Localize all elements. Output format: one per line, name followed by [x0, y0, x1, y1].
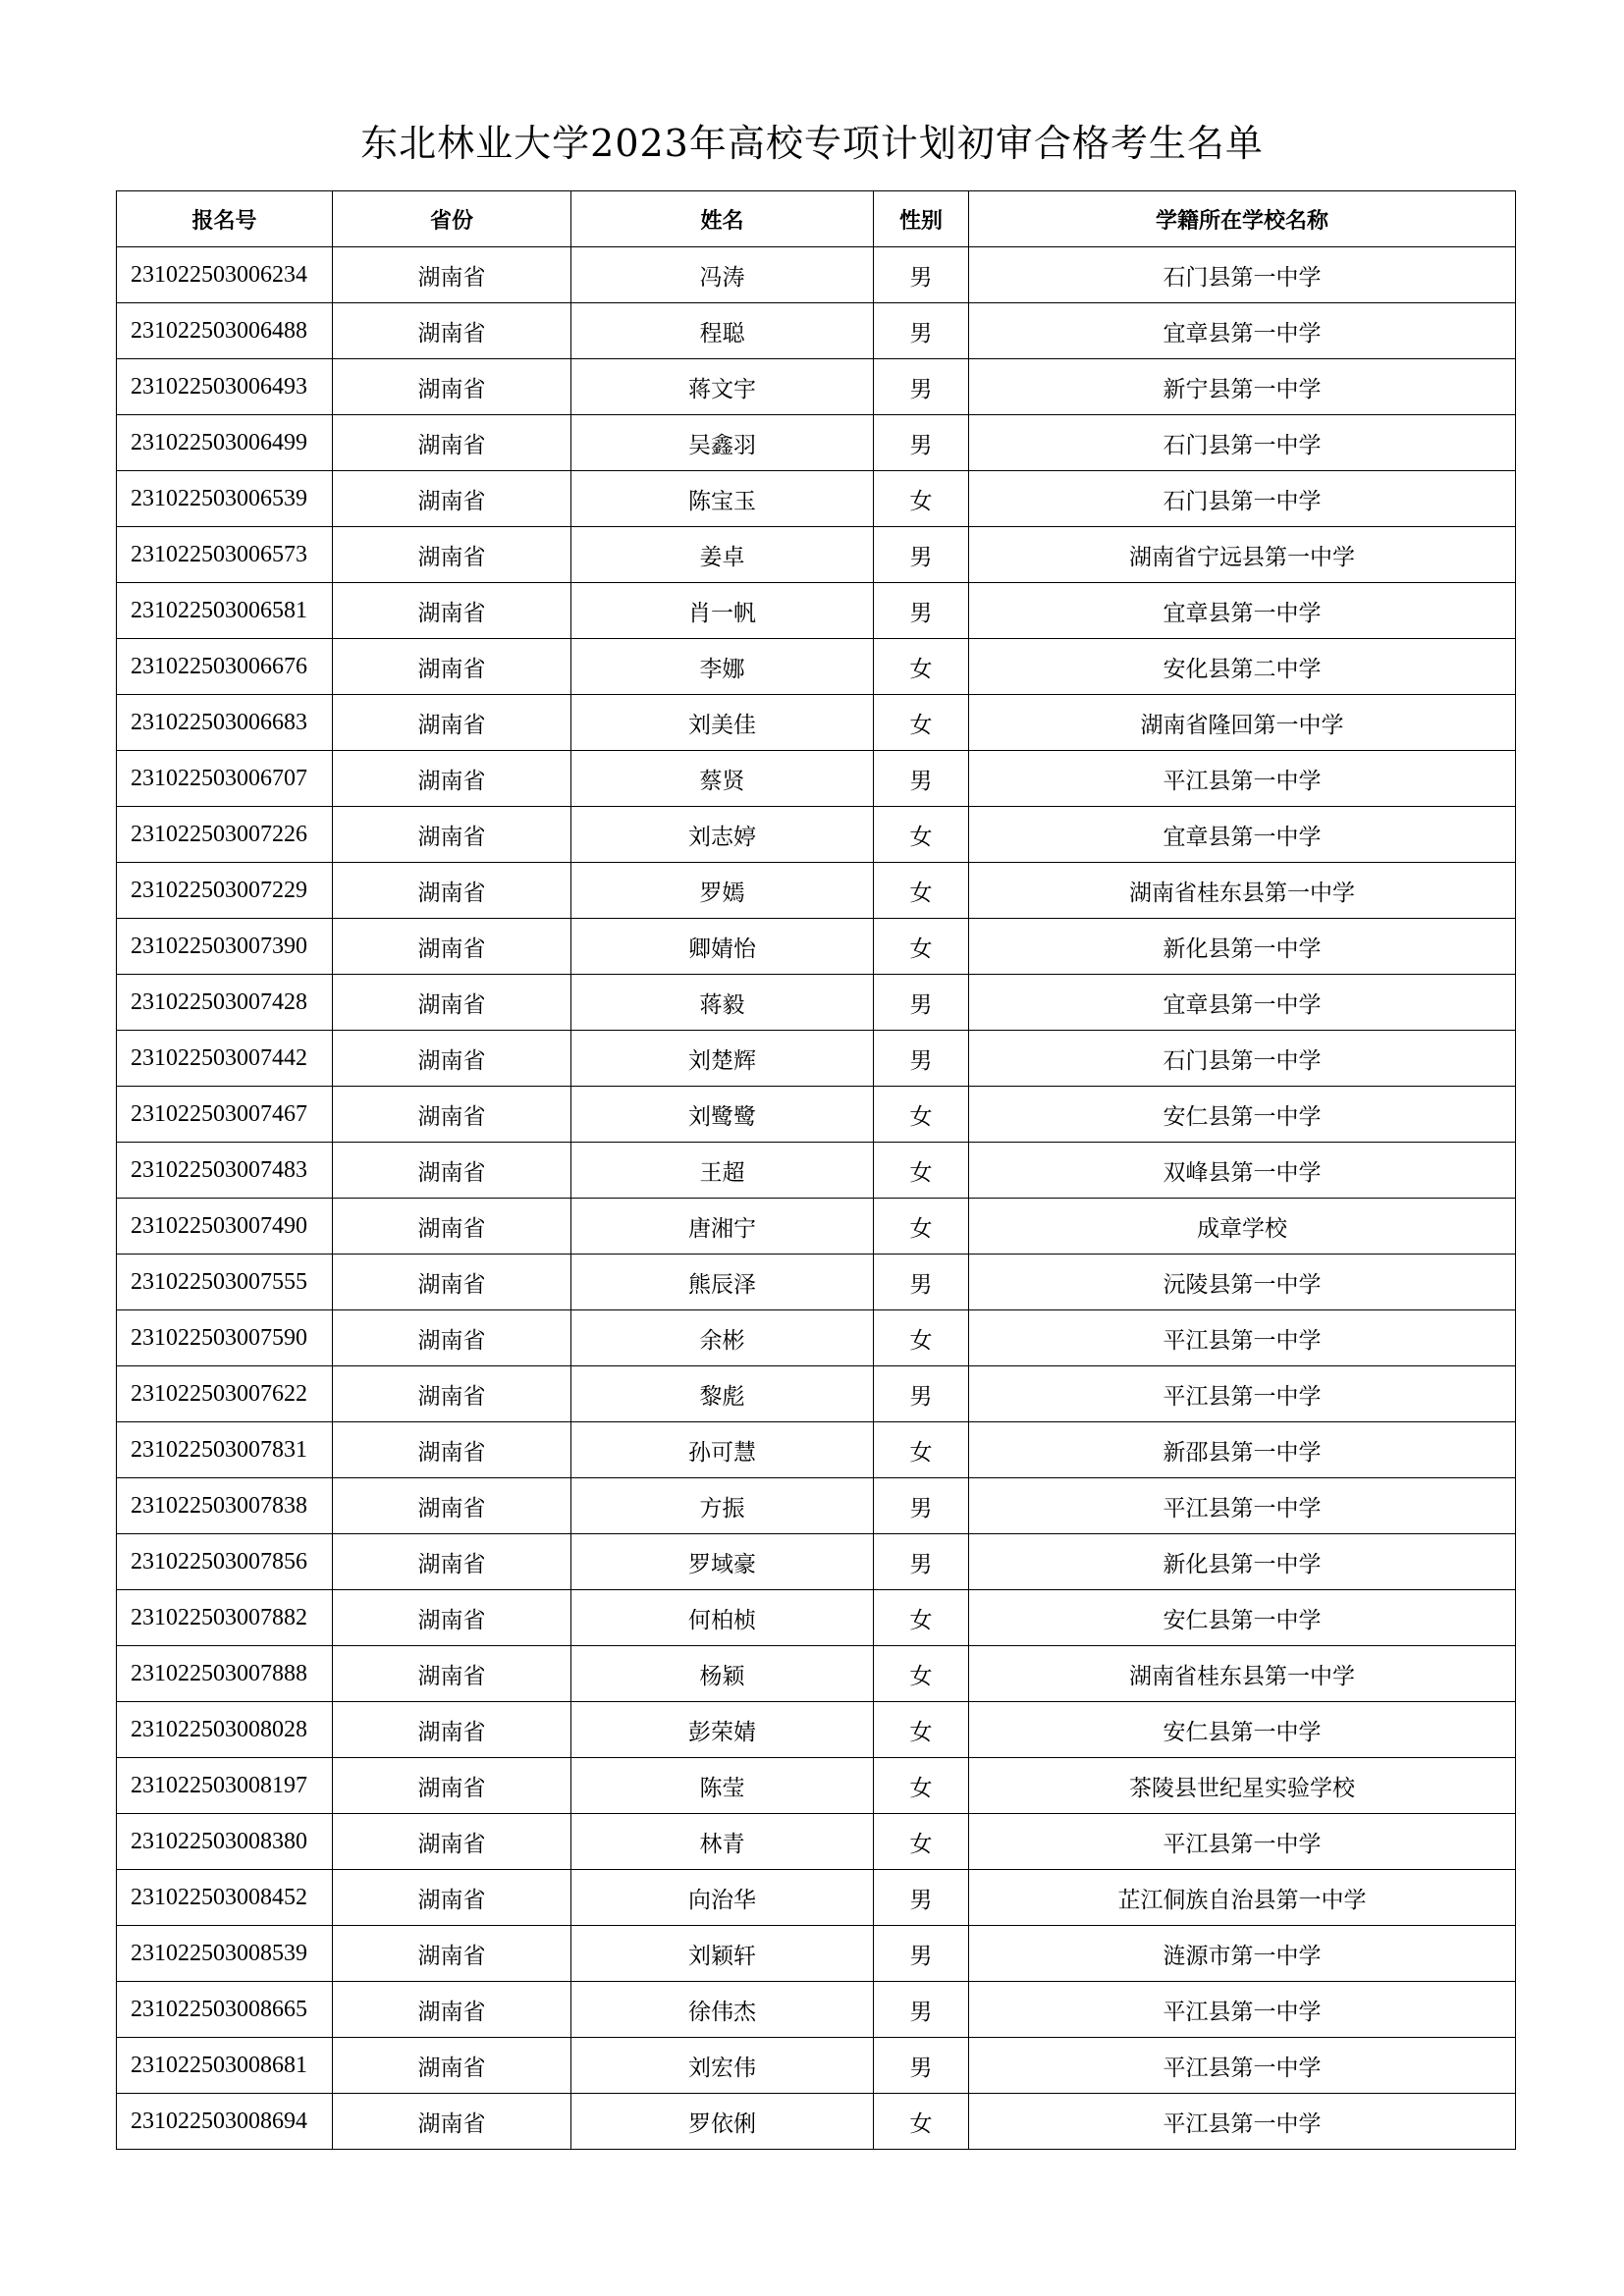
- cell-province: 湖南省: [333, 1590, 571, 1646]
- table-row: [117, 751, 1516, 807]
- cell-registration-number: 231022503008539: [117, 1926, 333, 1982]
- cell-registration-number: 231022503008694: [117, 2094, 333, 2150]
- cell-name: 林青: [571, 1814, 874, 1870]
- table-row: [117, 1982, 1516, 2038]
- table-header: [117, 191, 1516, 247]
- cell-registration-number: 231022503006581: [117, 583, 333, 639]
- table-row: [117, 1758, 1516, 1814]
- cell-registration-number: 231022503008681: [117, 2038, 333, 2094]
- cell-province: 湖南省: [333, 471, 571, 527]
- cell-registration-number: 231022503007831: [117, 1422, 333, 1478]
- cell-school-name: 沅陵县第一中学: [969, 1255, 1516, 1310]
- cell-name: 刘楚辉: [571, 1031, 874, 1087]
- cell-name: 余彬: [571, 1310, 874, 1366]
- candidate-table: [116, 190, 1516, 2150]
- cell-school-name: 石门县第一中学: [969, 471, 1516, 527]
- cell-school-name: 茶陵县世纪星实验学校: [969, 1758, 1516, 1814]
- cell-name: 罗嫣: [571, 863, 874, 919]
- cell-gender: 女: [874, 1199, 969, 1255]
- cell-school-name: 安仁县第一中学: [969, 1590, 1516, 1646]
- cell-name: 冯涛: [571, 247, 874, 303]
- cell-name: 肖一帆: [571, 583, 874, 639]
- table-row: [117, 1534, 1516, 1590]
- cell-province: 湖南省: [333, 1143, 571, 1199]
- cell-gender: 女: [874, 1087, 969, 1143]
- cell-school-name: 芷江侗族自治县第一中学: [969, 1870, 1516, 1926]
- cell-registration-number: 231022503008665: [117, 1982, 333, 2038]
- cell-province: 湖南省: [333, 1310, 571, 1366]
- cell-school-name: 石门县第一中学: [969, 415, 1516, 471]
- cell-school-name: 宜章县第一中学: [969, 583, 1516, 639]
- cell-name: 杨颖: [571, 1646, 874, 1702]
- cell-registration-number: 231022503007888: [117, 1646, 333, 1702]
- cell-registration-number: 231022503007622: [117, 1366, 333, 1422]
- cell-province: 湖南省: [333, 695, 571, 751]
- cell-province: 湖南省: [333, 807, 571, 863]
- cell-name: 徐伟杰: [571, 1982, 874, 2038]
- table-row: [117, 695, 1516, 751]
- cell-province: 湖南省: [333, 1870, 571, 1926]
- cell-gender: 男: [874, 527, 969, 583]
- table-row: [117, 471, 1516, 527]
- cell-province: 湖南省: [333, 1087, 571, 1143]
- cell-gender: 女: [874, 1814, 969, 1870]
- cell-school-name: 新宁县第一中学: [969, 359, 1516, 415]
- cell-province: 湖南省: [333, 1814, 571, 1870]
- cell-registration-number: 231022503008197: [117, 1758, 333, 1814]
- cell-school-name: 成章学校: [969, 1199, 1516, 1255]
- table-row: [117, 1366, 1516, 1422]
- cell-province: 湖南省: [333, 863, 571, 919]
- cell-school-name: 石门县第一中学: [969, 1031, 1516, 1087]
- cell-gender: 女: [874, 919, 969, 975]
- table-row: [117, 975, 1516, 1031]
- table-row: [117, 1646, 1516, 1702]
- cell-registration-number: 231022503006707: [117, 751, 333, 807]
- cell-name: 蔡贤: [571, 751, 874, 807]
- cell-province: 湖南省: [333, 1758, 571, 1814]
- cell-name: 刘美佳: [571, 695, 874, 751]
- cell-school-name: 湖南省桂东县第一中学: [969, 863, 1516, 919]
- header-gender: 性别: [874, 191, 969, 247]
- cell-school-name: 宜章县第一中学: [969, 975, 1516, 1031]
- cell-registration-number: 231022503006499: [117, 415, 333, 471]
- cell-name: 陈宝玉: [571, 471, 874, 527]
- cell-gender: 女: [874, 1758, 969, 1814]
- cell-province: 湖南省: [333, 2094, 571, 2150]
- table-row: [117, 1031, 1516, 1087]
- cell-name: 熊辰泽: [571, 1255, 874, 1310]
- cell-name: 蒋毅: [571, 975, 874, 1031]
- cell-province: 湖南省: [333, 415, 571, 471]
- cell-school-name: 湖南省隆回第一中学: [969, 695, 1516, 751]
- cell-name: 刘志婷: [571, 807, 874, 863]
- table-row: [117, 919, 1516, 975]
- cell-registration-number: 231022503006493: [117, 359, 333, 415]
- table-row: [117, 1422, 1516, 1478]
- table-row: [117, 807, 1516, 863]
- cell-province: 湖南省: [333, 1422, 571, 1478]
- cell-province: 湖南省: [333, 1702, 571, 1758]
- cell-registration-number: 231022503007490: [117, 1199, 333, 1255]
- cell-registration-number: 231022503007555: [117, 1255, 333, 1310]
- cell-registration-number: 231022503007467: [117, 1087, 333, 1143]
- cell-registration-number: 231022503006683: [117, 695, 333, 751]
- cell-school-name: 平江县第一中学: [969, 1366, 1516, 1422]
- cell-gender: 男: [874, 583, 969, 639]
- cell-gender: 女: [874, 1143, 969, 1199]
- cell-name: 程聪: [571, 303, 874, 359]
- cell-school-name: 双峰县第一中学: [969, 1143, 1516, 1199]
- table-row: [117, 1814, 1516, 1870]
- cell-gender: 男: [874, 303, 969, 359]
- header-row: [117, 191, 1516, 247]
- cell-gender: 男: [874, 359, 969, 415]
- cell-name: 卿婧怡: [571, 919, 874, 975]
- cell-gender: 男: [874, 1534, 969, 1590]
- cell-province: 湖南省: [333, 1646, 571, 1702]
- cell-school-name: 平江县第一中学: [969, 751, 1516, 807]
- cell-school-name: 新化县第一中学: [969, 1534, 1516, 1590]
- cell-registration-number: 231022503006488: [117, 303, 333, 359]
- table-row: [117, 2038, 1516, 2094]
- cell-registration-number: 231022503007882: [117, 1590, 333, 1646]
- cell-school-name: 安化县第二中学: [969, 639, 1516, 695]
- cell-province: 湖南省: [333, 1926, 571, 1982]
- cell-province: 湖南省: [333, 359, 571, 415]
- cell-gender: 女: [874, 1646, 969, 1702]
- cell-registration-number: 231022503006573: [117, 527, 333, 583]
- cell-province: 湖南省: [333, 1031, 571, 1087]
- cell-province: 湖南省: [333, 1534, 571, 1590]
- cell-province: 湖南省: [333, 1982, 571, 2038]
- cell-province: 湖南省: [333, 1478, 571, 1534]
- table-row: [117, 1870, 1516, 1926]
- cell-school-name: 平江县第一中学: [969, 1814, 1516, 1870]
- header-registration-number: 报名号: [117, 191, 333, 247]
- cell-province: 湖南省: [333, 975, 571, 1031]
- cell-registration-number: 231022503008028: [117, 1702, 333, 1758]
- cell-gender: 男: [874, 1255, 969, 1310]
- cell-province: 湖南省: [333, 1366, 571, 1422]
- cell-name: 孙可慧: [571, 1422, 874, 1478]
- cell-name: 陈莹: [571, 1758, 874, 1814]
- cell-gender: 女: [874, 1310, 969, 1366]
- header-province: 省份: [333, 191, 571, 247]
- cell-name: 刘颖轩: [571, 1926, 874, 1982]
- cell-school-name: 平江县第一中学: [969, 1982, 1516, 2038]
- cell-registration-number: 231022503008452: [117, 1870, 333, 1926]
- cell-gender: 女: [874, 2094, 969, 2150]
- table-row: [117, 1702, 1516, 1758]
- table-row: [117, 1143, 1516, 1199]
- cell-province: 湖南省: [333, 527, 571, 583]
- table-row: [117, 1310, 1516, 1366]
- cell-name: 李娜: [571, 639, 874, 695]
- cell-province: 湖南省: [333, 1199, 571, 1255]
- cell-registration-number: 231022503006539: [117, 471, 333, 527]
- cell-gender: 男: [874, 247, 969, 303]
- table-body: [117, 247, 1516, 2150]
- cell-gender: 男: [874, 1982, 969, 2038]
- table-row: [117, 359, 1516, 415]
- cell-province: 湖南省: [333, 639, 571, 695]
- header-name: 姓名: [571, 191, 874, 247]
- cell-province: 湖南省: [333, 1255, 571, 1310]
- cell-name: 罗依俐: [571, 2094, 874, 2150]
- table-row: [117, 1255, 1516, 1310]
- cell-name: 唐湘宁: [571, 1199, 874, 1255]
- table-row: [117, 863, 1516, 919]
- cell-gender: 女: [874, 1702, 969, 1758]
- cell-school-name: 湖南省宁远县第一中学: [969, 527, 1516, 583]
- cell-gender: 女: [874, 695, 969, 751]
- table-row: [117, 1087, 1516, 1143]
- table-row: [117, 303, 1516, 359]
- cell-school-name: 涟源市第一中学: [969, 1926, 1516, 1982]
- cell-gender: 男: [874, 1031, 969, 1087]
- cell-gender: 男: [874, 751, 969, 807]
- cell-name: 姜卓: [571, 527, 874, 583]
- cell-registration-number: 231022503007428: [117, 975, 333, 1031]
- cell-school-name: 平江县第一中学: [969, 1310, 1516, 1366]
- cell-school-name: 安仁县第一中学: [969, 1702, 1516, 1758]
- cell-registration-number: 231022503008380: [117, 1814, 333, 1870]
- table-row: [117, 1926, 1516, 1982]
- cell-registration-number: 231022503007226: [117, 807, 333, 863]
- cell-gender: 男: [874, 2038, 969, 2094]
- table-row: [117, 583, 1516, 639]
- cell-gender: 女: [874, 639, 969, 695]
- cell-school-name: 宜章县第一中学: [969, 303, 1516, 359]
- cell-gender: 男: [874, 1478, 969, 1534]
- cell-registration-number: 231022503007390: [117, 919, 333, 975]
- table-row: [117, 1199, 1516, 1255]
- table-row: [117, 1590, 1516, 1646]
- cell-gender: 男: [874, 975, 969, 1031]
- page-title: 东北林业大学2023年高校专项计划初审合格考生名单: [360, 122, 1264, 165]
- cell-gender: 女: [874, 807, 969, 863]
- cell-registration-number: 231022503007229: [117, 863, 333, 919]
- table-row: [117, 247, 1516, 303]
- cell-name: 彭荣婧: [571, 1702, 874, 1758]
- cell-registration-number: 231022503007483: [117, 1143, 333, 1199]
- header-school-name: 学籍所在学校名称: [969, 191, 1516, 247]
- cell-name: 何柏桢: [571, 1590, 874, 1646]
- table-row: [117, 2094, 1516, 2150]
- cell-province: 湖南省: [333, 583, 571, 639]
- cell-name: 王超: [571, 1143, 874, 1199]
- cell-school-name: 安仁县第一中学: [969, 1087, 1516, 1143]
- cell-registration-number: 231022503007442: [117, 1031, 333, 1087]
- cell-name: 方振: [571, 1478, 874, 1534]
- cell-registration-number: 231022503007590: [117, 1310, 333, 1366]
- cell-school-name: 石门县第一中学: [969, 247, 1516, 303]
- cell-name: 吴鑫羽: [571, 415, 874, 471]
- cell-gender: 男: [874, 1366, 969, 1422]
- table-row: [117, 415, 1516, 471]
- cell-school-name: 平江县第一中学: [969, 2094, 1516, 2150]
- table-row: [117, 527, 1516, 583]
- cell-registration-number: 231022503006676: [117, 639, 333, 695]
- cell-school-name: 新邵县第一中学: [969, 1422, 1516, 1478]
- table-row: [117, 1478, 1516, 1534]
- cell-province: 湖南省: [333, 247, 571, 303]
- cell-gender: 男: [874, 1870, 969, 1926]
- cell-school-name: 平江县第一中学: [969, 1478, 1516, 1534]
- cell-registration-number: 231022503007838: [117, 1478, 333, 1534]
- cell-gender: 女: [874, 471, 969, 527]
- cell-name: 黎彪: [571, 1366, 874, 1422]
- table-row: [117, 639, 1516, 695]
- cell-province: 湖南省: [333, 751, 571, 807]
- cell-name: 向治华: [571, 1870, 874, 1926]
- cell-gender: 女: [874, 863, 969, 919]
- cell-province: 湖南省: [333, 919, 571, 975]
- cell-school-name: 宜章县第一中学: [969, 807, 1516, 863]
- cell-name: 罗域豪: [571, 1534, 874, 1590]
- cell-registration-number: 231022503007856: [117, 1534, 333, 1590]
- cell-gender: 女: [874, 1590, 969, 1646]
- cell-name: 蒋文宇: [571, 359, 874, 415]
- cell-school-name: 新化县第一中学: [969, 919, 1516, 975]
- cell-name: 刘鹭鹭: [571, 1087, 874, 1143]
- cell-gender: 男: [874, 415, 969, 471]
- cell-province: 湖南省: [333, 2038, 571, 2094]
- cell-school-name: 湖南省桂东县第一中学: [969, 1646, 1516, 1702]
- cell-province: 湖南省: [333, 303, 571, 359]
- cell-name: 刘宏伟: [571, 2038, 874, 2094]
- cell-gender: 女: [874, 1422, 969, 1478]
- cell-registration-number: 231022503006234: [117, 247, 333, 303]
- cell-school-name: 平江县第一中学: [969, 2038, 1516, 2094]
- cell-gender: 男: [874, 1926, 969, 1982]
